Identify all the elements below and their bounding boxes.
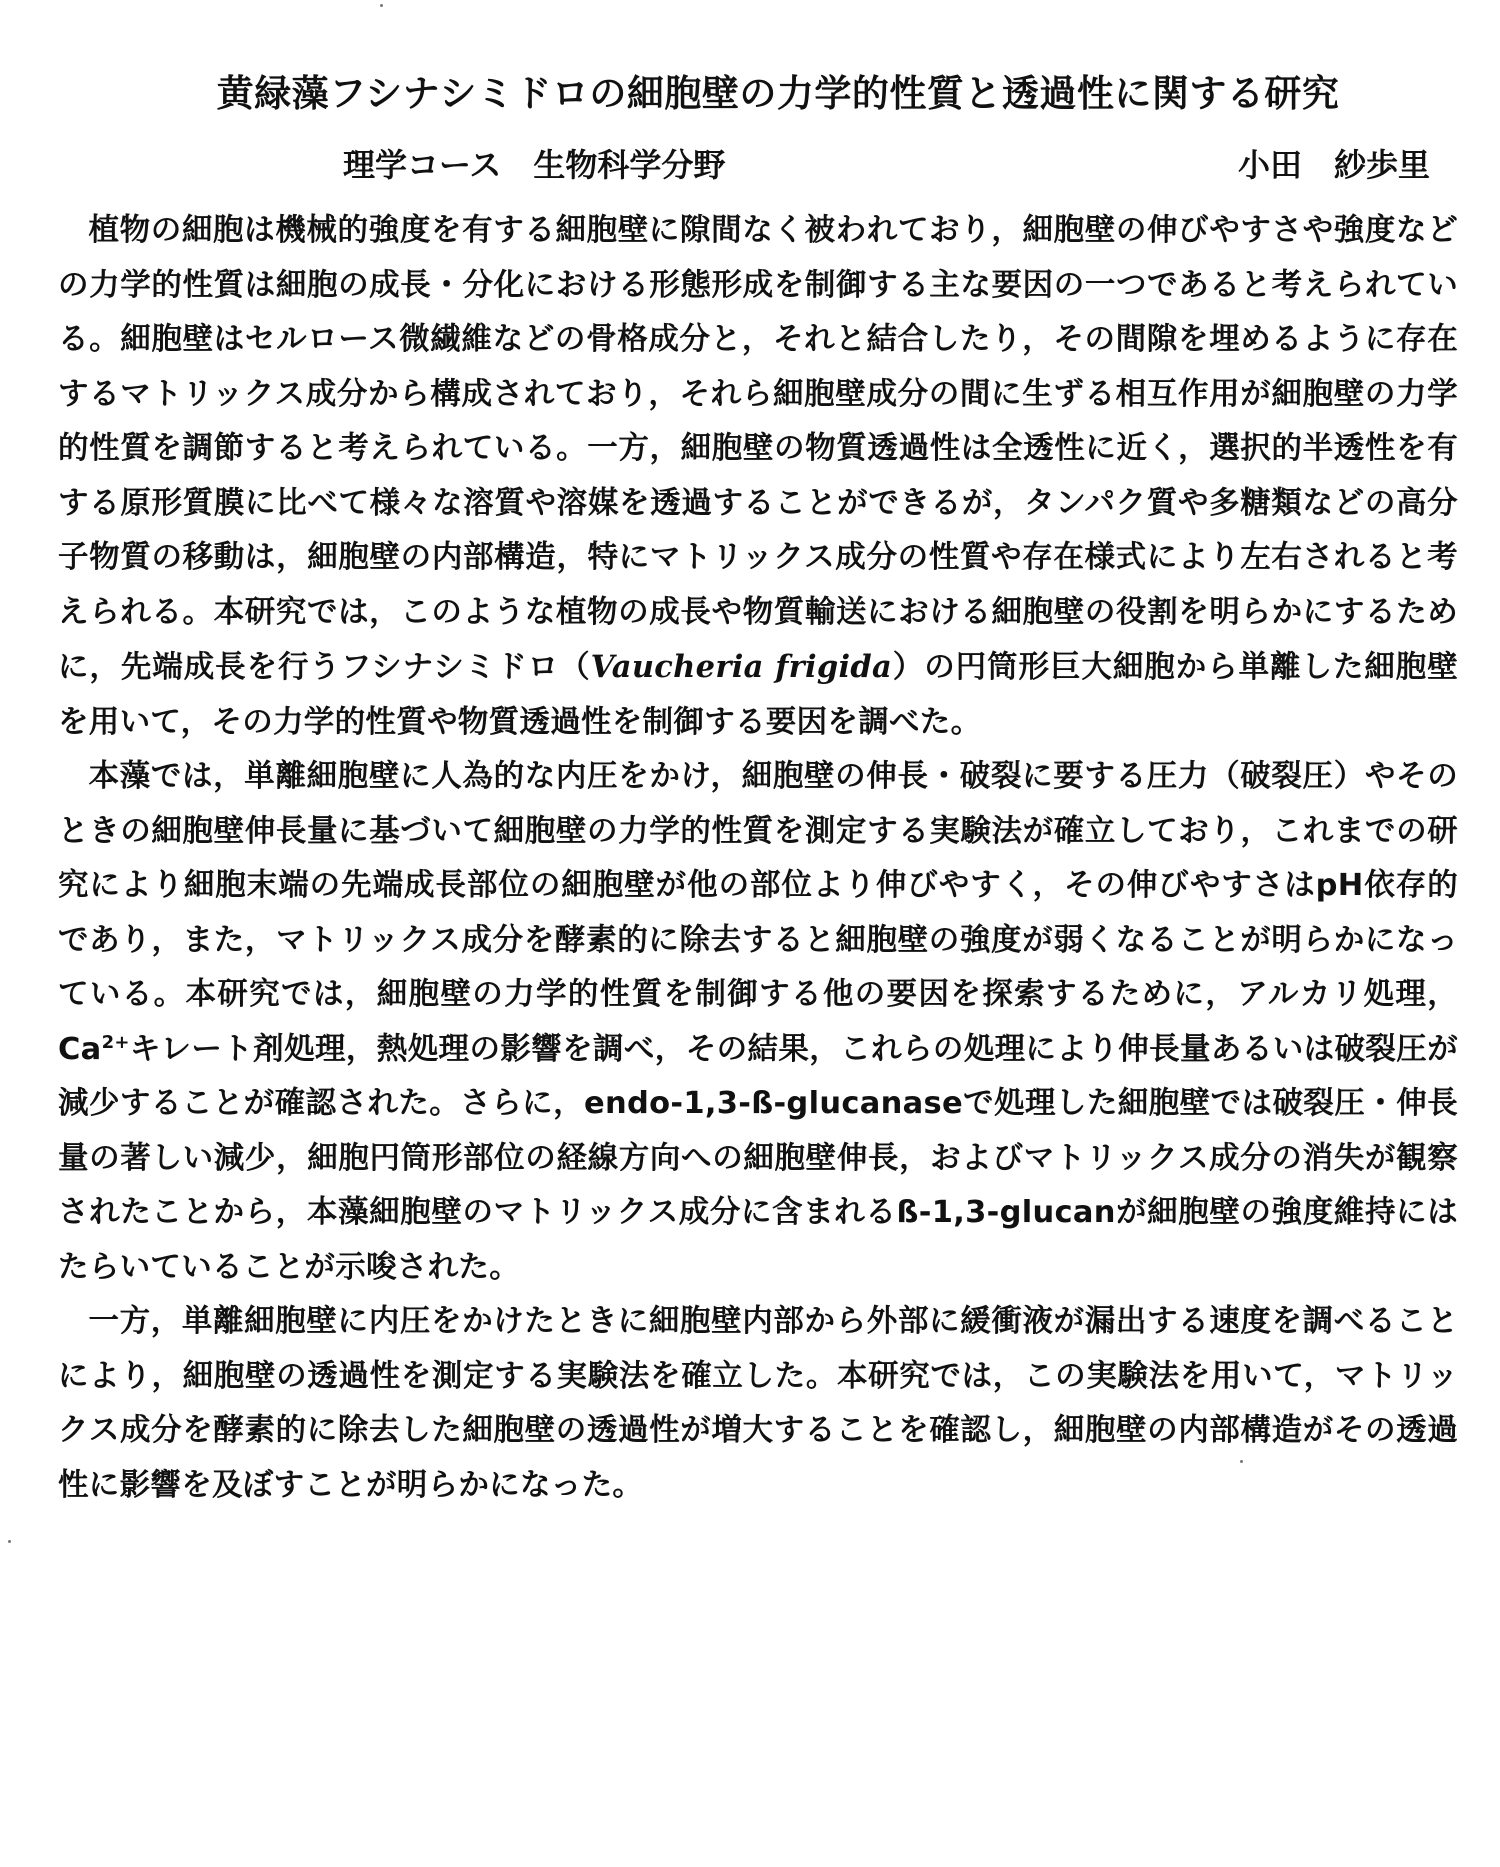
author-name: 小田 紗歩里 [1238, 146, 1431, 185]
abstract-body [58, 204, 1458, 1513]
species-name: Vaucheria frigida [590, 649, 893, 686]
paragraph-1-text-a: 植物の細胞は機械的強度を有する細胞壁に隙間なく被われており，細胞壁の伸びやすさや強度などの力学的性質は細胞の成長・分化における形態形成を制御する主な要因の一つであると考えられている。細胞壁はセルロース微繊維などの骨格成分と，それと結合したり，その間隙を埋めるように存在するマトリックス成分から構成されており，それら細胞壁成分の間に生ずる相互作用が細胞壁の力学的性質を調節すると考えられている。一方，細胞壁の物質透過性は全透性に近く，選択的半透性を有する原形質膜に比べて様々な溶質や溶媒を透過することができるが，タンパク質や多糖類などの高分子物質の移動は，細胞壁の内部構造，特にマトリックス成分の性質や存在様式により左右されると考えられる。本研究では，このような植物の成長や物質輸送における細胞壁の役割を明らかにするために，先端成長を行うフシナシミドロ（ [58, 213, 1458, 686]
paragraph-1 [58, 204, 1458, 750]
document-title: 黄緑藻フシナシミドロの細胞壁の力学的性質と透過性に関する研究 [216, 72, 1340, 115]
paragraph-1-text-b: ）の円筒形巨大細胞から単離した細胞壁を用いて，その力学的性質や物質透過性を制御する要因を調べた。 [58, 650, 1458, 740]
scan-speck [380, 4, 383, 7]
document-page [58, 70, 1458, 1513]
affiliation: 理学コース 生物科学分野 [343, 146, 726, 185]
superscript-charge: 2+ [101, 1031, 130, 1053]
scan-speck [8, 1540, 11, 1543]
paragraph-2-text-a: 本藻では，単離細胞壁に人為的な内圧をかけ，細胞壁の伸長・破裂に要する圧力（破裂圧）やそのときの細胞壁伸長量に基づいて細胞壁の力学的性質を測定する実験法が確立しており，これまでの研究により細胞末端の先端成長部位の細胞壁が他の部位より伸びやすく，その伸びやすさはpH依存的であり，また，マトリックス成分を酵素的に除去すると細胞壁の強度が弱くなることが明らかになっている。本研究では，細胞壁の力学的性質を制御する他の要因を探索するために，アルカリ処理，Ca [58, 759, 1458, 1067]
byline [58, 140, 1458, 190]
paragraph-3: 一方，単離細胞壁に内圧をかけたときに細胞壁内部から外部に緩衝液が漏出する速度を調べることにより，細胞壁の透過性を測定する実験法を確立した。本研究では，この実験法を用いて，マトリックス成分を酵素的に除去した細胞壁の透過性が増大することを確認し，細胞壁の内部構造がその透過性に影響を及ぼすことが明らかになった。 [58, 1304, 1458, 1503]
paragraph-2-text-b: キレート剤処理，熱処理の影響を調べ，その結果，これらの処理により伸長量あるいは破裂圧が減少することが確認された。さらに，endo-1,3-ß-glucanaseで処理した細胞壁では破裂圧・伸長量の著しい減少，細胞円筒形部位の経線方向への細胞壁伸長，およびマトリックス成分の消失が観察されたことから，本藻細胞壁のマトリックス成分に含まれるß-1,3-glucanが細胞壁の強度維持にはたらいていることが示唆された。 [58, 1031, 1458, 1285]
paragraph-2 [58, 750, 1458, 1295]
